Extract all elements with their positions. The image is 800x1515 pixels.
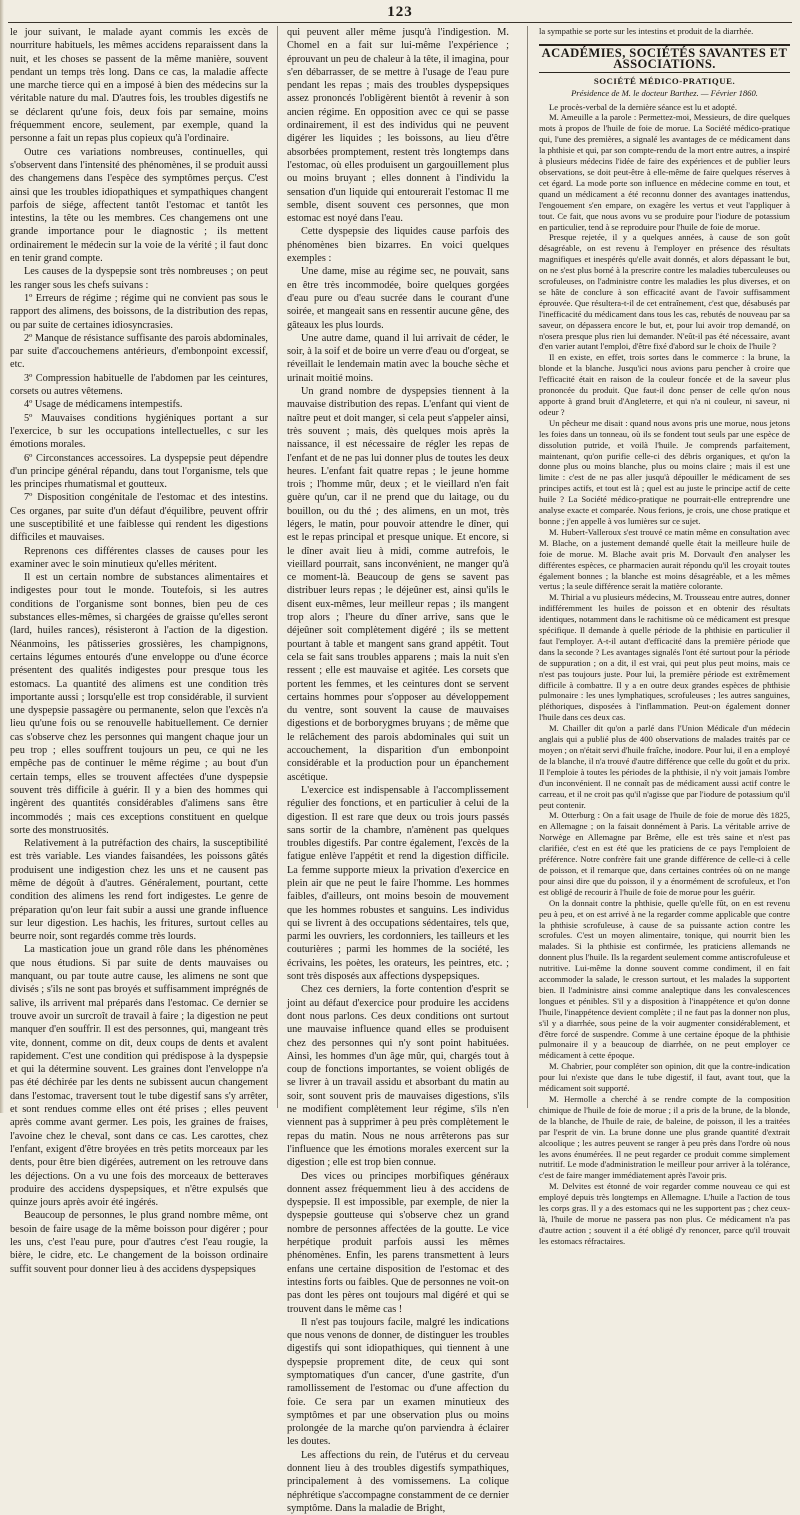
paragraph: Le procès-verbal de la dernière séance est lu et adopté. <box>549 101 738 112</box>
paragraph: Reprenons ces différentes classes de causes pour les examiner avec le soin minutieux qu'elles méritent. <box>10 545 268 570</box>
paragraph: le jour suivant, le malade ayant commis les excès de nourriture habituels, les mêmes accidens reparaissent dans la nuit, et les choses se passent de la même manière, souvent pendant un temps très long. Dans ce cas, la maladie affecte une marche tierce qui en a imposé à bien des médecins sur la véritable nature du mal. D'autres fois, les troubles digestifs ne se déclarent qu'une fois, deux fois par semaine, moins fréquemment encore, seulement, par exemple, quand la personne a fait un repas plus copieux qu'à l'ordinaire. <box>10 27 268 145</box>
paragraph: M. Otterburg : On a fait usage de l'huile de foie de morue dès 1825, en Allemagne ; on la faisait donnément à Paris. La véritable arrive de Norwège en Allemagne par Brême, elle est très saine et n'est pas clarifiée, c'est en est été que les praticiens de ce pays l'emploient de préférence. Notre confrère fait une grande différence de celle-ci à celle de poisson, et il remarque que, dans certaines contrées où on ne mange pour ainsi dire que du poisson, il y a énormément de scrofuleux, et l'on est obligé de recourir à l'huile de foie de morue pour les guérir. <box>539 810 790 897</box>
paragraph: Un grand nombre de dyspepsies tiennent à la mauvaise distribution des repas. L'enfant qui vient de naître peut et doit manger, si cela peut s'appeler ainsi, très souvent ; mais, dès quelques mois après la naissance, il est nécessaire de régler les repas de l'enfant et de ne pas lui donner plus de toutes les deux heures. L'enfant fait quatre repas ; le jeune homme trois ; l'homme mûr, deux ; et le vieillard n'en fait guère qu'un, car il ne prend que du laitage, ou du bouillon, ou du thé ; des alimens, en un mot, très légers, le matin, pour pouvoir attendre le dîner, qui est le repas principal et presque unique. Et encore, si le dîner avait lieu à midi, comme autrefois, le vieillard pourrait, sans inconvénient, ne manger qu'à ce moment-là. Beaucoup de gens se savent pas distribuer leurs repas ; le déjeûner est, ainsi qu'ils le disent eux-mêmes, leur meilleur repas ; ils mangent trop alors ; l'heure du dîner arrive, sans que le déjeûner soit complètement digéré ; ils se mettent pourtant à table et mangent sans grand appétit. Tout cela se fait sans troubles apparens ; mais la nuit s'en ressent ; elle est mauvaise et agitée. Les corsets que portent les femmes, et les ceintures dont se servent certains hommes pour s'opposer au développement du ventre, sont souvent la cause de mauvaises digestions et de borborygmes bruyans ; de même que le relâchement des parois abdominales qui suit un accouchement, la disparition d'un embonpoint considérable et la production pour un épanchement ascétique. <box>287 386 509 783</box>
society-name: SOCIÉTÉ MÉDICO-PRATIQUE. <box>593 75 736 86</box>
paragraph: Relativement à la putréfaction des chairs, la susceptibilité est très variable. Les viandes faisandées, les poissons gâtés produisent une indigestion chez les uns et ne causent pas même de dégoût à d'autres. Généralement, pourtant, cette condition des alimens les rend fort indigestes. Le genre de préparation qu'on leur fait subir a aussi une grande influence sur leur digestion. Les hachis, les fritures, surtout celles au beurre noir, sont regardés comme très lourds. <box>10 838 268 943</box>
paragraph: Outre ces variations nombreuses, continuelles, qui s'observent dans l'intensité des phénomènes, il se produit aussi des changemens dans l'espèce des symptômes perçus. C'est ainsi que les troubles idiopathiques et sympathiques changent parfois de siége, affectent tantôt l'estomac et tantôt les intestins, la tête ou les membres. Ces changemens ont une grande importance pour le diagnostic ; ils mettent ordinairement le médecin sur la voie de la vérité ; il faut donc en tenir grand compte. <box>10 146 268 265</box>
column-left <box>10 26 268 1275</box>
list-item: 5º Mauvaises conditions hygiéniques portant a sur l'exercice, b sur les occupations intellectuelles, c sur les émotions morales. <box>10 412 268 451</box>
paragraph: Une autre dame, quand il lui arrivait de céder, le soir, à la soif et de boire un verre d'eau ou d'orgeat, se réveillait le lendemain matin avec la bouche sèche et urinait moitié moins. <box>287 332 509 384</box>
paragraph: Cette dyspepsie des liquides cause parfois des phénomènes bien bizarres. En voici quelques exemples : <box>287 226 509 265</box>
paragraph: M. Ameuille a la parole : Permettez-moi, Messieurs, de dire quelques mots à propos de l'huile de foie de morue. La Société médico-pratique qui, l'une des premières, a signalé les avantages de ce médicament dans la phthisie et qui, par son compte-rendu de la mort entre autres, a inspiré à plusieurs médecins l'idée de faire des expériences et de publier leurs observations, se doit peut-être à elle-même de faire quelques réserves à cet égard. La mode porte son influence en médecine comme en tout, et quand un médicament a été reconnu donner des avantages inattendus, l'engouement s'en empare, on exagère les vertus et veut l'appliquer à tout. Ce fait, que nous avons vu se produire pour l'iodure de potassium en particulier, tend à se reproduire pour l'huile de foie de morue. <box>539 112 790 232</box>
paragraph: M. Thirial a vu plusieurs médecins, M. Trousseau entre autres, donner indifféremment les huiles de poisson et en obtenir des résultats identiques, notamment dans le rachitisme où ce médicament est presque spécifique. Il demande à quelle période de la phthisie en particulier il faut l'employer. A-t-il autant d'efficacité dans la première période que dans la seconde ? Les avantages signalés l'ont été surtout pour la période de suppuration ; on a dit, il est vrai, qui peut plus peut moins, mais ce n'est pas toujours juste. Pour lui, la première période est extrêmement difficile à combattre. Il y a en outre deux grandes espèces de phthisie pulmonaire : les unes lymphatiques, scrofuleuses ; les autres sanguines, pléthoriques, disposées à l'inflammation. Peut-on également donner l'huile dans ces deux cas. <box>539 592 790 723</box>
column-right <box>539 26 790 1246</box>
paragraph: M. Delvites est étonné de voir regarder comme nouveau ce qui est employé depuis très longtemps en Allemagne. L'huile a l'action de tous les corps gras. Il y a des estomacs qui ne les supportent pas ; chez ceux-là, l'huile de morue ne passera pas non plus. Ce médicament n'a pas d'autre action ; souvent il a été obligé d'y renoncer, parce qu'il trouvait les estomacs réfractaires. <box>539 1181 790 1246</box>
list-item: 7º Disposition congénitale de l'estomac et des intestins. Ces organes, par suite d'un défaut d'équilibre, peuvent offrir une susceptibilité et une faiblesse qui rendent les digestions difficiles et mauvaises. <box>10 492 268 544</box>
column-middle <box>287 26 509 1514</box>
paragraph: On la donnait contre la phthisie, quelle qu'elle fût, on en est revenu peu à peu, et on est arrivé à ne la regarder comme applicable que contre la phthisie scrofuleuse, à cause de sa puissante action contre les scrofules. C'est un moyen alimentaire, tonique, qui nourrit bien les malades. Si la phthisie est confirmée, les praticiens allemands ne donnent plus l'huile. Ils la regardent seulement comme antiscrofuleuse et nutritive. Lui-même la donne souvent comme condiment, il en fait accommoder la salade, le cresson surtout, et les malades la supportent bien. Il l'administre ainsi comme analeptique dans les convalescences longues et pénibles. S'il y a disposition à l'inappétence et qu'on donne l'huile, l'inappétence devient complète ; il ne faut pas la donner non plus, s'il y a diarrhée, sous peine de la voir augmenter considérablement, et d'être forcé de suspendre. Comme à une certaine époque de la phthisie pulmonaire il y a beaucoup de diarrhée, on ne peut employer ce médicament à cette époque. <box>539 897 790 1061</box>
binding-edge-shadow <box>0 0 4 1113</box>
paragraph: Beaucoup de personnes, le plus grand nombre même, ont besoin de faire usage de la même boisson pour digérer ; pour les uns, c'est l'eau pure, pour d'autres c'est l'eau rougie, la bière, le cidre, etc. Le changement de la boisson ordinaire suffit souvent pour donner lieu à des accidens dyspepsiques <box>10 1210 268 1275</box>
paragraph: M. Hermolle a cherché à se rendre compte de la composition chimique de l'huile de foie de morue ; il a pris de la brune, de la blonde, de la blanche, de l'huile de raie, de baleine, de poisson, il les a traitées par l'esprit de vin. La brune donne une plus grande quantité d'extrait alcoolique ; les autres peuvent se ranger à peu près dans l'ordre où nous les avons énumérées. Il ne peut regarder ce produit comme simplement nutritif. Le mode d'administration le meilleur pour arriver à la tolérance, c'est de faire manger immédiatement après l'avoir pris. <box>539 1094 790 1181</box>
paragraph: la sympathie se porte sur les intestins et produit de la diarrhée. <box>539 26 754 36</box>
paragraph: Presque rejetée, il y a quelques années, à cause de son goût désagréable, on est revenu à l'employer en présence des résultats magnifiques et inespérés qu'elle avait donnés, et alors dépassant le but, on ne s'est plus borné à la prescrire contre les maladies tuberculeuses ou scrofuleuses, on l'administre contre les maladies les plus diverses, et on se hâte de conclure à son efficacité avant de l'avoir suffisamment éprouvée. Que résultera-t-il de cet entraînement, c'est que, désabusés par l'inefficacité du médicament dans tous les cas, rebutés de nouveau par sa saveur, on dépassera encore le but, et, pour lui avoir trop demandé, on n'osera presque plus rien lui demander. N'eût-il pas été nécessaire, avant d'en varier autant l'emploi, d'être fixé d'abord sur le choix de l'huile ? <box>539 232 790 352</box>
list-item: 4º Usage de médicamens intempestifs. <box>24 399 183 411</box>
paragraph: M. Chailler dit qu'on a parlé dans l'Union Médicale d'un médecin anglais qui a publié plus de 400 observations de malades traités par ce moyen ; on n'était servi d'huile fraîche, inodore. Pour lui, il en a employé de la blanche, il n'a trouvé d'autre différence que celle du goût et du prix. Il l'emploie à toutes les périodes de la phthisie, il n'y voit jamais l'ombre d'un inconvénient. Il ne connaît pas de médicament aussi actif contre le carreau, et il ne croit pas qu'il n'agisse que par l'iodure de potassium qu'il peut contenir. <box>539 723 790 810</box>
column-divider <box>527 26 528 1108</box>
paragraph: L'exercice est indispensable à l'accomplissement régulier des fonctions, et en particulier à celui de la digestion. Il est rare que deux ou trois jours passés sans sortir de la chambre, n'amènent pas quelques troubles digestifs. Par contre également, l'excès de la fatigue enlève l'appétit et rend la digestion difficile. La femme supporte mieux la privation d'exercice en plein air que ne peut le faire l'homme. Les hommes faibles, d'ailleurs, ont moins besoin de mouvement que les hommes robustes et sanguins. Les individus qui se livrent à des occupations sédentaires, tels que, parmi les ouvriers, les cordonniers, les tailleurs et les couturières ; parmi les hommes de la société, les écrivains, les poètes, les orateurs, les peintres, etc. ; sont très disposés aux affections dyspepsiques. <box>287 784 509 983</box>
list-item: 2º Manque de résistance suffisante des parois abdominales, par suite d'accouchemens antérieurs, d'embonpoint excessif, etc. <box>10 332 268 371</box>
paragraph: Les causes de la dyspepsie sont très nombreuses ; on peut les ranger sous les chefs suivans : <box>10 266 268 291</box>
header-rule <box>8 22 792 23</box>
column-divider <box>277 26 278 1108</box>
paragraph: Une dame, mise au régime sec, ne pouvait, sans en être très incommodée, boire quelques gorgées d'eau pure ou d'eau sucrée dans le courant d'une soirée, et mangeait sans en ressentir aucune gêne, des gâteaux les plus lourds. <box>287 266 509 331</box>
paragraph: La mastication joue un grand rôle dans les phénomènes que nous étudions. Si par suite de dents mauvaises ou manquant, ou par toute autre cause, les alimens ne sont que divisés ; s'ils ne sont pas broyés et suffisamment imprégnés de salive, ils arrivent mal préparés dans l'estomac. Ce dernier se trouve avoir un surcroît de travail à faire ; la digestion ne peut manquer d'en souffrir. Il est des personnes, qui, mangeant très vite, donnent, comme on dit, deux coups de dents et avalent rapidement. C'est une condition qui prédispose à la dyspepsie et qui la détermine souvent. Les graines dont l'enveloppe n'a pas été déchirée par les dents ne subissent aucun changement dans l'estomac, traversent tout le tube digestif sans s'y arrêter, et sont rendues comme elles ont été prises ; elles peuvent après comme avant germer. Les pois, les graines de fraises, l'avoine chez le cheval, sont dans ce cas. Les carottes, chez l'enfant, exigent d'être broyées en très petits morceaux par les dents, pour être bien digérées, autrement on les retrouve dans les déjections. On a vu une fois des morceaux de betteraves produire des accidens dyspepsiques, et n'être expulsés que quinze jours après avoir été ingérés. <box>10 944 268 1209</box>
paragraph: Un pêcheur me disait : quand nous avons pris une morue, nous jetons les foies dans un tonneau, où ils se fondent tout seuls par une espèce de dissolution putride, et voilà l'huile. Je comprends parfaitement, maintenant, qu'on purifie celle-ci des débris organiques, et qu'on la donne plus ou moins blanche, plus ou moins claire ; mais il est une limite : c'est de ne pas aller jusqu'à dépouiller le médicament de ses principes actifs, et tout est là ; quel est au juste le principe actif de cette huile ? La Société médico-pratique ne pourrait-elle entreprendre une analyse exacte et comparée. Nous ferions, je crois, une chose pratique et bonne ; j'en appelle à vos lumières sur ce sujet. <box>539 417 790 526</box>
paragraph: Il en existe, en effet, trois sortes dans le commerce : la brune, la blonde et la blanche. Jusqu'ici nous avions paru pencher à croire que l'efficacité était en raison de la couleur foncée et de la saveur plus prononcée du produit. Que faut-il donc penser de celle qu'on nous apporte à grand bruit d'Angleterre, et qui n'a ni couleur, ni saveur, ni odeur ? <box>539 352 790 417</box>
section-heading: ACADÉMIES, SOCIÉTÉS SAVANTES ET ASSOCIATIONS. <box>539 44 790 73</box>
paragraph: Il n'est pas toujours facile, malgré les indications que nous venons de donner, de distinguer les troubles digestifs qui sont idiopathiques, qui tiennent à une dyspepsie proprement dite, de ceux qui sont symptomatiques d'un cancer, d'une gastrite, d'un ramollissement de l'estomac ou d'une affection du foie. Ce sera par un examen minutieux des symptômes et par une observation plus ou moins prolongée de la marche qu'on parviendra à éclairer les doutes. <box>287 1316 509 1448</box>
page-number: 123 <box>387 4 413 20</box>
paragraph: Il est un certain nombre de substances alimentaires et indigestes pour tout le monde. Toutefois, si les autres conditions de l'organisme sont bonnes, bien peu de ces substances elles-mêmes, si chargées de graisse qu'elles seront (lard, huiles rances), résisteront à l'action de la digestion. Néanmoins, les pâtisseries grossières, les champignons, certains légumes entourés d'une enveloppe ou d'une écorce présentent des qualités indigestes pour presque tous les estomacs. La quantité des alimens est une condition très importante aussi ; lorsqu'elle est trop considérable, il survient une dyspepsie passagère ou permanente, selon que l'excès n'a lieu qu'une fois ou se renouvelle habituellement. Ce dernier cas s'observe chez les personnes qui mangent chaque jour un peu trop ; elles souffrent toujours un peu, ce qui ne les empêche pas de continuer le même régime ; au bout d'un certain temps, elles se trouvent affectées d'une dyspepsie souvent très difficile à guérir. Il y a bien des hommes qui ingèrent des quantités considérables d'alimens sans être incommodés ; mais ces exceptions constituent en quelque sorte des monstruosités. <box>10 572 268 836</box>
paragraph: Des vices ou principes morbifiques généraux donnent assez fréquemment lieu à des accidens de dyspepsie. Il est impossible, par exemple, de nier la dyspepsie goutteuse qui s'observe chez un grand nombre de personnes affectées de la goutte. Le vice herpétique produit parfois aussi les mêmes phénomènes. Enfin, les parens transmettent à leurs enfans une certaine disposition de l'estomac et des intestins forts ou faibles. Que de personnes ne voit-on pas dont les pères ont toujours mal digéré et qui se trouvent dans le même cas ! <box>287 1170 509 1315</box>
paragraph: M. Hubert-Valleroux s'est trouvé ce matin même en consultation avec M. Blache, on a justement demandé quelle était la meilleure huile de foie de morue. M. Blache avait pris M. Dorvault d'en analyser les différentes espèces, ce pharmacien aurait répondu qu'il les croyait toutes également bonnes ; la blanche est moins désagréable, et a les mêmes vertus ; la seule différence serait la matière colorante. <box>539 526 790 592</box>
list-item: 6º Circonstances accessoires. La dyspepsie peut dépendre d'un principe général répandu, dans tout l'organisme, tels que les principes rhumatismal et goutteux. <box>10 452 268 491</box>
session-presidency: Présidence de M. le docteur Barthez. — Février 1860. <box>571 87 758 98</box>
list-item: 1º Erreurs de régime ; régime qui ne convient pas sous le rapport des alimens, des boissons, de la distribution des repas, ou par suite de certaines idiosyncrasies. <box>10 292 268 331</box>
paragraph: M. Chabrier, pour compléter son opinion, dit que la contre-indication pour lui n'existe que dans le tube digestif, il faut, avant tout, que la médicament soit supporté. <box>539 1061 790 1094</box>
paragraph: qui peuvent aller même jusqu'à l'indigestion. M. Chomel en a fait sur lui-même l'expérience ; éprouvant un peu de chaleur à la tête, il imagina, pour s'en débarrasser, de se mettre à l'usage de l'eau pure pendant les repas ; mais des troubles dyspepsiques assez prononcés l'obligèrent bientôt à revenir à son ancien régime. En opposition avec ce qui se passe ordinairement, il est des individus qui ne peuvent digérer les liquides ; les boissons, au lieu d'être absorbées promptement, restent très longtemps dans l'estomac, où elles produisent un gargouillement plus ou moins bruyant ; elles donnent à l'individu la sensation d'un liquide qui entourerait l'estomac Il me semble, disent souvent ces personnes, que mon estomac est noyé dans l'eau. <box>287 27 509 225</box>
list-item: 3º Compression habituelle de l'abdomen par les ceintures, corsets ou autres vêtemens. <box>10 372 268 398</box>
paragraph: Chez ces derniers, la forte contention d'esprit se joint au défaut d'exercice pour produire les accidens dont nous parlons. Ces deux conditions ont surtout une mauvaise influence quand elles se produisent chez des personnes qui n'y sont point habituées. Ainsi, les hommes d'un âge mûr, qui, chargés tout à coup de fonctions importantes, se voient obligés de se livrer à un travail assidu et absorbant du matin au soir, sont souvent pris de mauvaises digestions, s'ils ne modifient complètement leur régime, s'ils n'en viennent pas à supprimer à peu près complètement le repas du matin. Nous ne nous arrêterons pas sur l'influence que les émotions morales exercent sur la digestion ; elle est trop bien connue. <box>287 984 509 1169</box>
paragraph: Les affections du rein, de l'utérus et du cerveau donnent lieu à des troubles digestifs sympathiques, principalement à des vomissemens. La colique néphrétique s'accompagne constamment de ce dernier symptôme. Dans la maladie de Bright, <box>287 1449 509 1514</box>
